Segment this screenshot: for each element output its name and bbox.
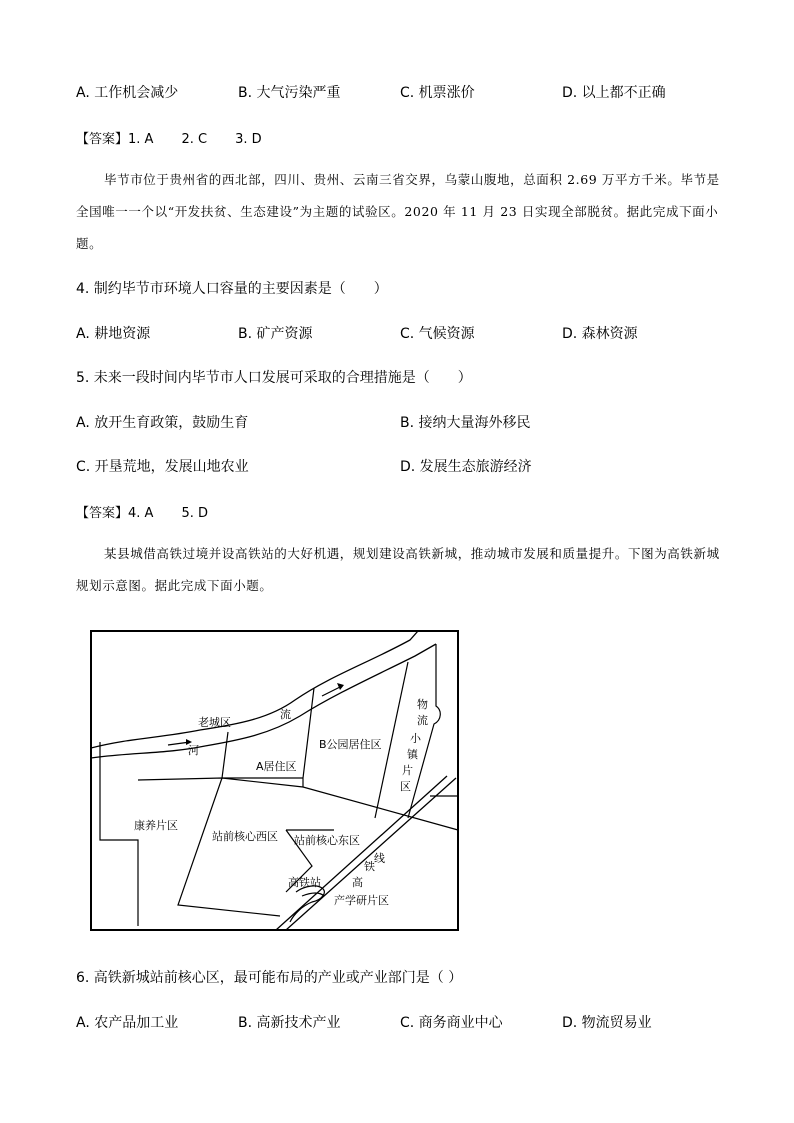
q4-option-a: A. 耕地资源 xyxy=(76,326,151,342)
label-river-1: 流 xyxy=(280,708,291,721)
label-logistics-1: 物 xyxy=(417,698,428,711)
label-logistics-2: 流 xyxy=(417,714,428,727)
q3-option-a: A. 工作机会减少 xyxy=(76,85,179,101)
q3-option-d: D. 以上都不正确 xyxy=(562,85,666,101)
q5-option-b: B. 接纳大量海外移民 xyxy=(400,415,531,431)
label-rail-2: 铁 xyxy=(364,860,375,873)
label-b-park-residential: B公园居住区 xyxy=(319,738,382,751)
q6-option-d: D. 物流贸易业 xyxy=(562,1015,652,1031)
label-east-core: 站前核心东区 xyxy=(294,834,360,847)
label-logistics-4: 镇 xyxy=(407,748,418,761)
answer-4-label: 【答案】4. A xyxy=(76,506,154,521)
q4-option-c: C. 气候资源 xyxy=(400,326,475,342)
q6-option-b: B. 高新技术产业 xyxy=(238,1015,341,1031)
answer-block-1 xyxy=(76,128,290,147)
label-logistics-3: 小 xyxy=(410,732,421,745)
q5-stem: 5. 未来一段时间内毕节市人口发展可采取的合理措施是（ ） xyxy=(76,370,472,386)
high-speed-rail-city-plan-map xyxy=(90,630,460,932)
q4-stem: 4. 制约毕节市环境人口容量的主要因素是（ ） xyxy=(76,281,388,297)
label-west-core: 站前核心西区 xyxy=(212,830,278,843)
label-rail-1: 线 xyxy=(374,852,385,865)
q3-option-c: C. 机票涨价 xyxy=(400,85,475,101)
label-logistics-6: 区 xyxy=(400,780,411,793)
label-river-2: 河 xyxy=(188,744,199,757)
passage-bijie: 毕节市位于贵州省的西北部，四川、贵州、云南三省交界，乌蒙山腹地，总面积 2.69 万平方千米。毕节是全国唯一一个以“开发扶贫、生态建设”为主题的试验区。2020 年 11 月 23 日实现全部脱贫。据此完成下面小题。 xyxy=(76,172,720,251)
label-kangyang: 康养片区 xyxy=(134,819,178,832)
q3-option-b: B. 大气污染严重 xyxy=(238,85,341,101)
q6-option-a: A. 农产品加工业 xyxy=(76,1015,179,1031)
answer-block-2 xyxy=(76,502,236,521)
label-logistics-5: 片 xyxy=(402,764,413,777)
q4-option-d: D. 森林资源 xyxy=(562,326,638,342)
answer-2: 2. C xyxy=(181,132,208,147)
answer-3: 3. D xyxy=(235,132,262,147)
label-rail-3: 高 xyxy=(352,876,363,889)
answer-1-label: 【答案】1. A xyxy=(76,132,154,147)
q6-stem: 6. 高铁新城站前核心区，最可能布局的产业或产业部门是（ ） xyxy=(76,970,463,986)
q4-option-b: B. 矿产资源 xyxy=(238,326,313,342)
label-old-city: 老城区 xyxy=(198,716,231,729)
passage-high-speed-rail: 某县城借高铁过境并设高铁站的大好机遇，规划建设高铁新城，推动城市发展和质量提升。下图为高铁新城规划示意图。据此完成下面小题。 xyxy=(76,546,720,593)
label-station: 高铁站 xyxy=(288,876,321,889)
q6-option-c: C. 商务商业中心 xyxy=(400,1015,503,1031)
q5-option-c: C. 开垦荒地，发展山地农业 xyxy=(76,459,249,475)
label-a-residential: A居住区 xyxy=(256,760,297,773)
q5-option-a: A. 放开生育政策，鼓励生育 xyxy=(76,415,249,431)
label-research: 产学研片区 xyxy=(334,894,389,907)
q5-option-d: D. 发展生态旅游经济 xyxy=(400,459,532,475)
answer-5: 5. D xyxy=(181,506,208,521)
